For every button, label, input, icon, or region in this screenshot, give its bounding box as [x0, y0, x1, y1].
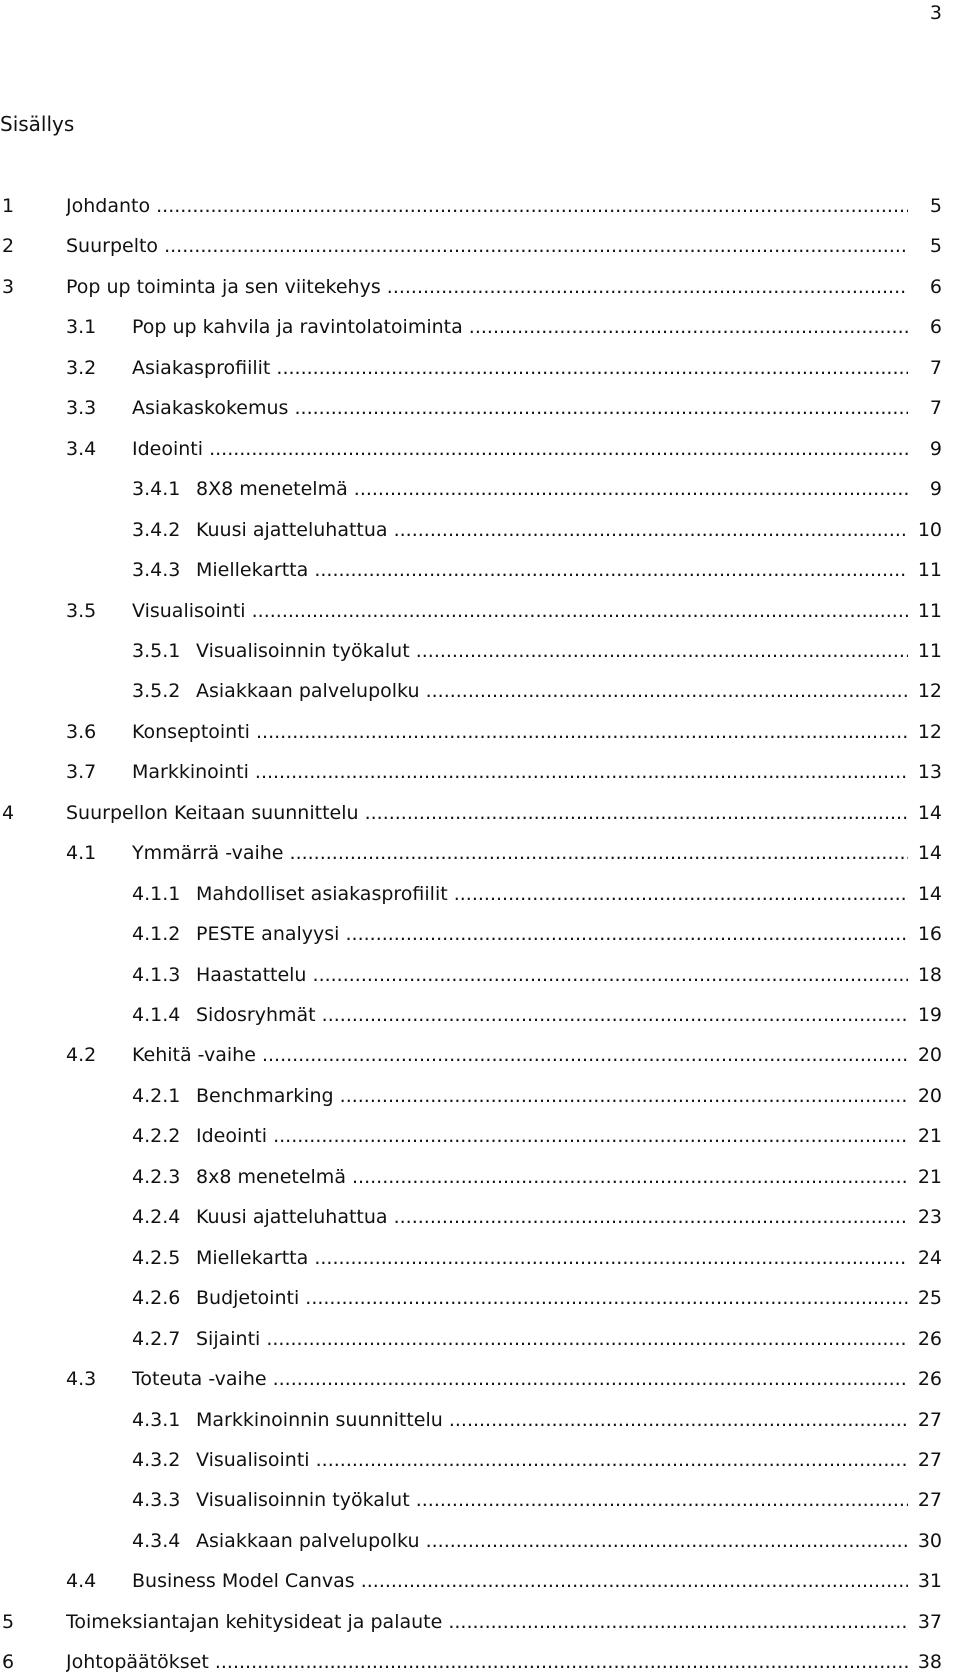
toc-entry-title: PESTE analyysi .....: [196, 921, 908, 947]
toc-entry-number: 4: [2, 801, 15, 824]
toc-entry-page: 11: [914, 557, 942, 583]
toc-entry[interactable]: [0, 759, 960, 785]
toc-entry-page: 38: [914, 1649, 942, 1675]
toc-entry[interactable]: [0, 557, 960, 583]
toc-entry[interactable]: [0, 1447, 960, 1473]
toc-entry[interactable]: [0, 1204, 960, 1230]
toc-entry-number: 4.1.4: [132, 1004, 181, 1026]
toc-entry-page: 26: [914, 1366, 942, 1392]
toc-entry[interactable]: [0, 881, 960, 907]
toc-entry[interactable]: [0, 476, 960, 502]
toc-entry[interactable]: [0, 678, 960, 704]
toc-entry-number: 3.4.2: [132, 518, 181, 541]
toc-entry-title: Johdanto .....: [66, 193, 908, 219]
toc-entry[interactable]: [0, 395, 960, 421]
toc-entry-number: 2: [2, 235, 15, 258]
toc-entry-page: 37: [914, 1609, 942, 1635]
toc-entry[interactable]: [0, 1326, 960, 1352]
toc-entry[interactable]: [0, 1245, 960, 1271]
toc-entry[interactable]: [0, 1164, 960, 1190]
toc-entry-title: Kuusi ajatteluhattua .....: [196, 1204, 908, 1230]
toc-entry-page: 27: [914, 1407, 942, 1433]
toc-entry-title: Kehitä -vaihe .....: [132, 1042, 908, 1068]
toc-entry-number: 4.2.6: [132, 1287, 181, 1310]
toc-entry-number: 4.3: [66, 1368, 97, 1391]
toc-entry-number: 3.3: [66, 397, 97, 420]
toc-entry-number: 5: [2, 1610, 15, 1633]
toc-entry-number: 3: [2, 275, 15, 298]
toc-entry-number: 3.4.3: [132, 559, 181, 582]
toc-entry-page: 30: [914, 1528, 942, 1554]
toc-entry-number: 1: [2, 195, 15, 217]
toc-entry-page: 11: [914, 638, 942, 664]
toc-entry-title: Toteuta -vaihe .....: [132, 1366, 908, 1392]
toc-entry-title: Asiakkaan palvelupolku .....: [196, 1528, 908, 1554]
toc-entry[interactable]: [0, 193, 960, 219]
toc-entry[interactable]: [0, 840, 960, 866]
toc-entry-number: 4.2.3: [132, 1165, 181, 1188]
toc-entry-number: 4.2.4: [132, 1206, 181, 1229]
toc-entry[interactable]: [0, 1609, 960, 1635]
toc-entry-title: Pop up kahvila ja ravintolatoiminta .....: [132, 314, 908, 340]
toc-entry-page: 19: [914, 1002, 942, 1028]
toc-entry[interactable]: [0, 1002, 960, 1028]
toc-entry-title: Sijainti .....: [196, 1326, 908, 1352]
toc-entry-page: 6: [926, 314, 942, 340]
toc-entry-number: 4.1.2: [132, 923, 181, 946]
toc-entry-page: 20: [914, 1083, 942, 1109]
toc-entry-number: 4.2.1: [132, 1084, 181, 1107]
toc-entry[interactable]: [0, 355, 960, 381]
toc-entry-title: Markkinoinnin suunnittelu .....: [196, 1407, 908, 1433]
toc-entry-page: 27: [914, 1447, 942, 1473]
toc-entry-page: 24: [914, 1245, 942, 1271]
toc-entry-title: Konseptointi .....: [132, 719, 908, 745]
toc-entry-page: 6: [926, 274, 942, 300]
toc-entry-page: 23: [914, 1204, 942, 1230]
toc-entry-title: Visualisointi .....: [132, 598, 908, 624]
toc-entry-number: 4.4: [66, 1570, 97, 1593]
toc-entry-page: 12: [914, 678, 942, 704]
toc-entry-title: Markkinointi .....: [132, 759, 908, 785]
toc-entry-title: Asiakkaan palvelupolku .....: [196, 678, 908, 704]
toc-entry[interactable]: [0, 436, 960, 462]
toc-entry[interactable]: [0, 1487, 960, 1513]
toc-entry-number: 4.1: [66, 842, 97, 865]
toc-entry-title: 8X8 menetelmä .....: [196, 476, 908, 502]
toc-entry-title: Visualisointi .....: [196, 1447, 908, 1473]
toc-entry-page: 5: [926, 233, 942, 259]
toc-entry-page: 7: [926, 355, 942, 381]
toc-entry-title: Toimeksiantajan kehitysideat ja palaute .....: [66, 1609, 908, 1635]
toc-entry-title: Ideointi .....: [196, 1123, 908, 1149]
toc-entry-page: 7: [926, 395, 942, 421]
toc-entry-page: 26: [914, 1326, 942, 1352]
toc-entry-number: 3.4.1: [132, 478, 181, 501]
toc-entry[interactable]: [0, 517, 960, 543]
toc-entry-number: 3.5.1: [132, 639, 181, 662]
toc-entry[interactable]: [0, 1285, 960, 1311]
toc-entry-page: 31: [914, 1568, 942, 1594]
toc-entry-page: 14: [914, 840, 942, 866]
toc-entry-title: 8x8 menetelmä .....: [196, 1164, 908, 1190]
toc-entry-title: Business Model Canvas .....: [132, 1568, 908, 1594]
toc-entry-title: Ideointi .....: [132, 436, 908, 462]
toc-entry-title: Miellekartta .....: [196, 1245, 908, 1271]
toc-entry-number: 4.2: [66, 1044, 97, 1067]
toc-entry-number: 4.2.2: [132, 1125, 181, 1148]
toc-entry-page: 9: [926, 476, 942, 502]
toc-entry-number: 3.1: [66, 316, 97, 339]
toc-entry-page: 18: [914, 962, 942, 988]
toc-entry-number: 3.7: [66, 761, 97, 784]
toc-entry-title: Visualisoinnin työkalut .....: [196, 1487, 908, 1513]
toc-entry-title: Suurpellon Keitaan suunnittelu .....: [66, 800, 908, 826]
toc-entry-title: Sidosryhmät .....: [196, 1002, 908, 1028]
toc-entry[interactable]: [0, 1528, 960, 1554]
toc-entry[interactable]: [0, 719, 960, 745]
toc-entry[interactable]: [0, 233, 960, 259]
toc-entry[interactable]: [0, 1568, 960, 1594]
toc-entry-page: 14: [914, 881, 942, 907]
toc-entry-page: 16: [914, 921, 942, 947]
toc-entry[interactable]: [0, 1083, 960, 1109]
toc-heading: Sisällys: [0, 112, 75, 136]
toc-entry-number: 6: [2, 1651, 15, 1674]
toc-entry-title: Budjetointi .....: [196, 1285, 908, 1311]
toc-entry-title: Visualisoinnin työkalut .....: [196, 638, 908, 664]
toc-entry-title: Miellekartta .....: [196, 557, 908, 583]
toc-entry-page: 9: [926, 436, 942, 462]
toc-entry-page: 21: [914, 1123, 942, 1149]
toc-entry-number: 3.2: [66, 356, 97, 379]
toc-entry-number: 4.2.5: [132, 1246, 181, 1269]
toc-entry-page: 11: [914, 598, 942, 624]
toc-entry[interactable]: [0, 962, 960, 988]
toc-entry[interactable]: [0, 921, 960, 947]
toc-entry-page: 21: [914, 1164, 942, 1190]
toc-entry[interactable]: [0, 1123, 960, 1149]
toc-entry-number: 3.4: [66, 437, 97, 460]
toc-entry-page: 5: [926, 193, 942, 219]
toc-entry-title: Benchmarking .....: [196, 1083, 908, 1109]
page-number: 3: [929, 2, 942, 24]
toc-entry[interactable]: [0, 274, 960, 300]
toc-entry-title: Johtopäätökset .....: [66, 1649, 908, 1675]
toc-entry-title: Suurpelto .....: [66, 233, 908, 259]
toc-entry-page: 27: [914, 1487, 942, 1513]
toc-entry-page: 25: [914, 1285, 942, 1311]
toc-entry-number: 3.6: [66, 720, 97, 743]
toc-entry[interactable]: [0, 1649, 960, 1675]
toc-entry-number: 3.5: [66, 599, 97, 622]
toc-entry-title: Kuusi ajatteluhattua .....: [196, 517, 908, 543]
toc-entry-title: Pop up toiminta ja sen viitekehys .....: [66, 274, 908, 300]
toc-entry-number: 4.3.2: [132, 1448, 181, 1471]
toc-entry[interactable]: [0, 1407, 960, 1433]
toc-entry-title: Ymmärrä -vaihe .....: [132, 840, 908, 866]
toc-entry-number: 4.1.1: [132, 882, 181, 905]
toc-entry-title: Asiakasprofiilit .....: [132, 355, 908, 381]
toc-entry-number: 4.2.7: [132, 1327, 181, 1350]
toc-entry-page: 10: [914, 517, 942, 543]
toc-entry-number: 4.1.3: [132, 963, 181, 986]
toc-entry[interactable]: [0, 598, 960, 624]
toc-entry-page: 20: [914, 1042, 942, 1068]
toc-entry[interactable]: [0, 314, 960, 340]
toc-entry-title: Mahdolliset asiakasprofiilit .....: [196, 881, 908, 907]
toc-entry-number: 3.5.2: [132, 680, 181, 703]
toc-entry-number: 4.3.4: [132, 1529, 181, 1552]
toc-entry-title: Asiakaskokemus .....: [132, 395, 908, 421]
toc-entry-page: 12: [914, 719, 942, 745]
toc-entry[interactable]: [0, 1366, 960, 1392]
toc-entry-title: Haastattelu .....: [196, 962, 908, 988]
toc-entry[interactable]: [0, 638, 960, 664]
toc-entry[interactable]: [0, 800, 960, 826]
toc-entry-number: 4.3.3: [132, 1489, 181, 1512]
toc-entry-number: 4.3.1: [132, 1408, 181, 1431]
toc-entry-page: 13: [914, 759, 942, 785]
toc-entry[interactable]: [0, 1042, 960, 1068]
toc-entry-page: 14: [914, 800, 942, 826]
